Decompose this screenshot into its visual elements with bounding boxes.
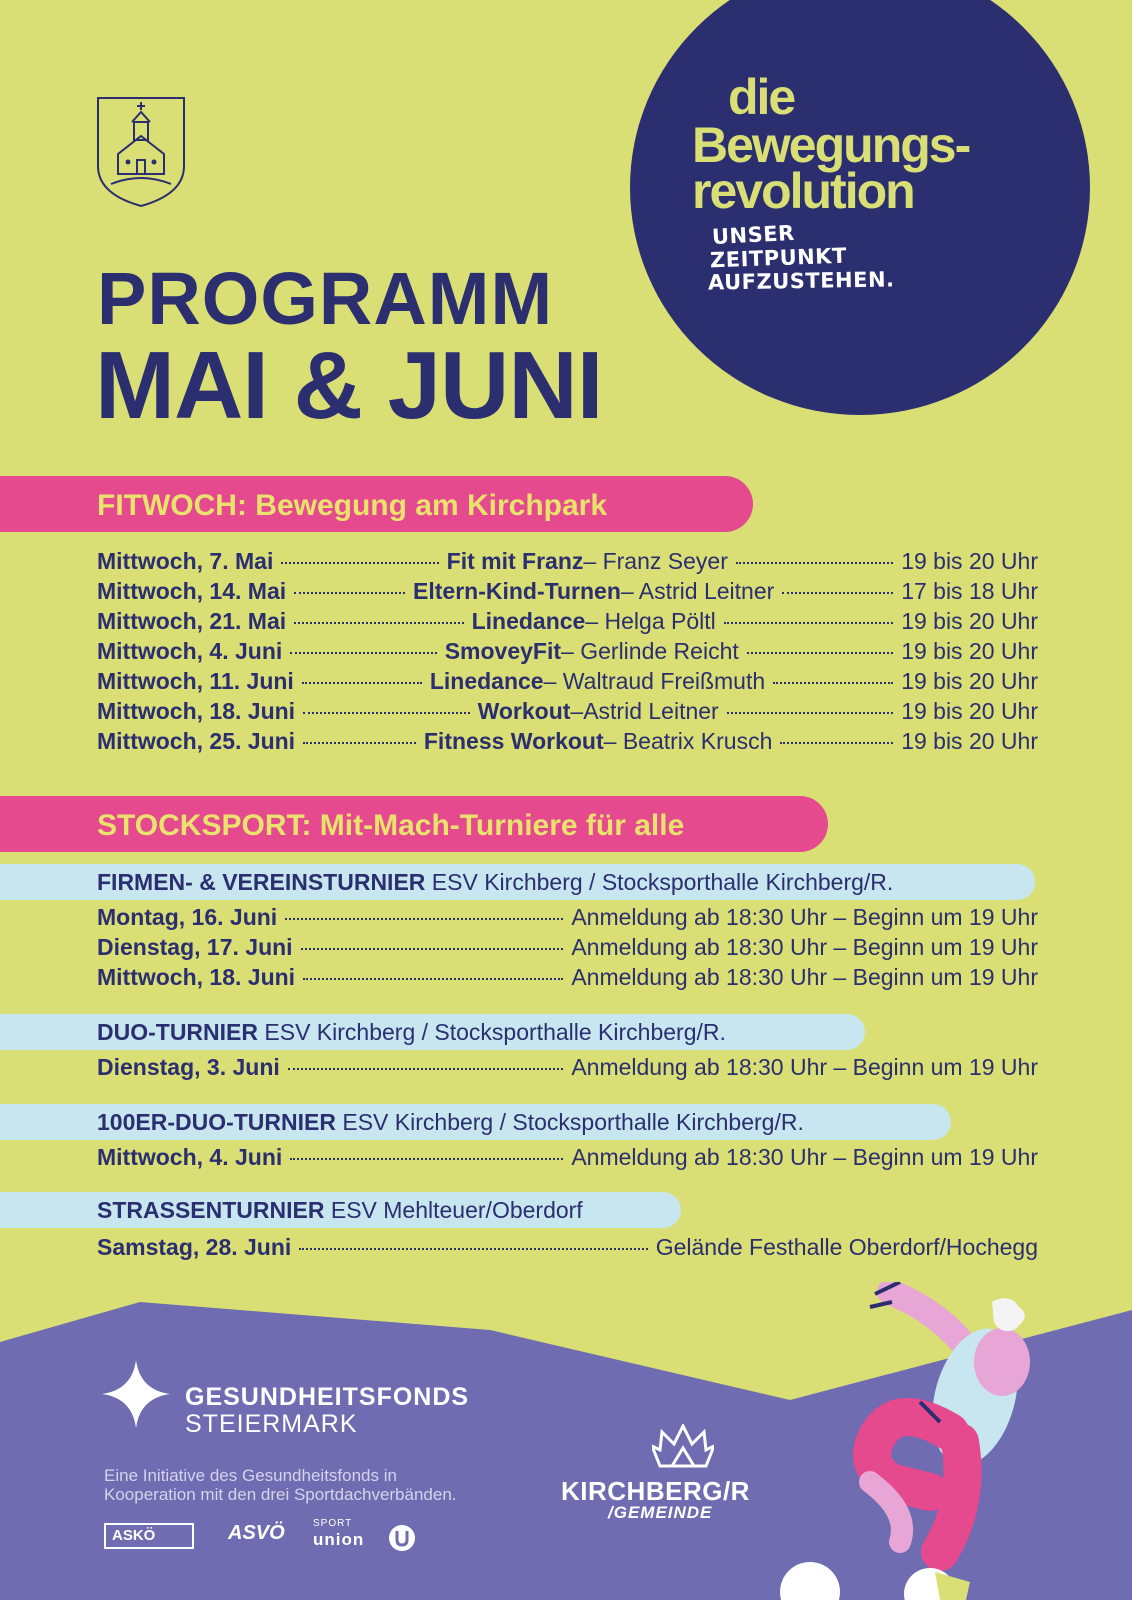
campaign-sub2: ZEITPUNKT — [709, 243, 848, 273]
row-activity: Fit mit Franz — [446, 548, 584, 574]
tournament-location: ESV Kirchberg / Stocksporthalle Kirchberg/R. — [425, 869, 894, 895]
union-u-icon — [388, 1524, 416, 1552]
dancer-illustration — [770, 1282, 1050, 1600]
row-trainer: – Helga Pöltl — [585, 608, 716, 634]
fund-name: GESUNDHEITSFONDS — [185, 1383, 470, 1411]
tournament-date-row — [97, 964, 1038, 994]
row-day: Mittwoch, 11. Juni — [97, 668, 294, 694]
row-info: Anmeldung ab 18:30 Uhr – Beginn um 19 Uhr — [571, 964, 1038, 990]
campaign-sub1: UNSER — [711, 220, 796, 250]
row-day: Montag, 16. Juni — [97, 904, 278, 930]
tournament-name: DUO-TURNIER — [97, 1019, 258, 1045]
dot-leader — [301, 948, 564, 950]
dot-leader — [303, 712, 469, 714]
row-info: Anmeldung ab 18:30 Uhr – Beginn um 19 Uhr — [571, 1054, 1038, 1080]
tournament-date-row — [97, 904, 1038, 934]
tournament-location: ESV Kirchberg / Stocksporthalle Kirchberg/R. — [335, 1109, 804, 1135]
campaign-sub3: AUFZUSTEHEN. — [707, 267, 895, 295]
dot-leader — [299, 1248, 647, 1250]
campaign-line2: Bewegungs- — [692, 117, 970, 173]
sportunion-logo: union — [313, 1530, 365, 1549]
row-activity: Workout — [477, 698, 571, 724]
municipality-name: KIRCHBERG/R — [561, 1476, 750, 1506]
row-time: 19 bis 20 Uhr — [901, 608, 1039, 634]
row-day: Dienstag, 3. Juni — [97, 1054, 280, 1080]
dot-leader — [727, 712, 893, 714]
tournament-header — [0, 864, 1035, 900]
dot-leader — [782, 592, 893, 594]
row-trainer: – Gerlinde Reicht — [561, 638, 739, 664]
tournament-location: ESV Kirchberg / Stocksporthalle Kirchberg/R. — [258, 1019, 726, 1045]
tournament-location: ESV Mehlteuer/Oberdorf — [324, 1197, 583, 1223]
row-info: Anmeldung ab 18:30 Uhr – Beginn um 19 Uhr — [571, 1144, 1038, 1170]
fitwoch-row — [97, 578, 1038, 608]
row-day: Mittwoch, 7. Mai — [97, 548, 274, 574]
row-day: Mittwoch, 21. Mai — [97, 608, 287, 634]
dot-leader — [780, 742, 893, 744]
page-title-line1: PROGRAMM — [97, 257, 554, 340]
municipal-crest-icon — [96, 96, 186, 208]
askoe-logo: ASKÖ — [104, 1523, 194, 1549]
tournament-name: 100ER-DUO-TURNIER — [97, 1109, 336, 1135]
row-activity: Eltern-Kind-Turnen — [413, 578, 621, 604]
sportunion-logo-top: SPORT — [313, 1518, 353, 1529]
asvoe-logo: ASVÖ — [228, 1522, 285, 1544]
row-trainer: – Astrid Leitner — [620, 578, 775, 604]
dot-leader — [303, 978, 563, 980]
fitwoch-row — [97, 698, 1038, 728]
page-title-line2: MAI & JUNI — [95, 332, 603, 439]
tournament-date-row — [97, 934, 1038, 964]
row-trainer: –Astrid Leitner — [570, 698, 719, 724]
initiative-line2: Kooperation mit den drei Sportdachverbänden. — [104, 1485, 457, 1504]
row-time: 19 bis 20 Uhr — [901, 698, 1039, 724]
dot-leader — [736, 562, 893, 564]
dot-leader — [290, 652, 436, 654]
tournament-header — [0, 1104, 951, 1140]
initiative-text — [104, 1466, 457, 1504]
fitwoch-row — [97, 548, 1038, 578]
dot-leader — [303, 742, 416, 744]
dot-leader — [294, 622, 463, 624]
tournament-name: FIRMEN- & VEREINSTURNIER — [97, 869, 426, 895]
row-day: Mittwoch, 18. Juni — [97, 698, 296, 724]
dot-leader — [294, 592, 405, 594]
tournament-date-row — [97, 1144, 1038, 1174]
tournament-date-row — [97, 1234, 1038, 1264]
campaign-line1: die — [728, 69, 795, 125]
row-activity: Linedance — [471, 608, 586, 634]
tournament-date-row — [97, 1054, 1038, 1084]
sparkle-star-icon — [102, 1360, 170, 1428]
dot-leader — [285, 918, 563, 920]
municipality-sub: /GEMEINDE — [608, 1503, 713, 1522]
fitwoch-heading: FITWOCH: Bewegung am Kirchpark — [0, 476, 753, 532]
fitwoch-row — [97, 638, 1038, 668]
tournament-name: STRASSENTURNIER — [97, 1197, 325, 1223]
dot-leader — [281, 562, 438, 564]
initiative-line1: Eine Initiative des Gesundheitsfonds in — [104, 1466, 397, 1485]
row-day: Mittwoch, 4. Juni — [97, 638, 283, 664]
dot-leader — [288, 1068, 564, 1070]
row-trainer: – Waltraud Freißmuth — [543, 668, 766, 694]
dot-leader — [290, 1158, 563, 1160]
row-activity: SmoveyFit — [444, 638, 562, 664]
row-trainer: – Beatrix Krusch — [603, 728, 773, 754]
dot-leader — [724, 622, 893, 624]
row-info: Anmeldung ab 18:30 Uhr – Beginn um 19 Uhr — [571, 934, 1038, 960]
row-day: Mittwoch, 18. Juni — [97, 964, 296, 990]
dot-leader — [302, 682, 422, 684]
tournament-header — [0, 1192, 681, 1228]
row-time: 19 bis 20 Uhr — [901, 728, 1038, 754]
row-activity: Linedance — [429, 668, 544, 694]
row-time: 17 bis 18 Uhr — [901, 578, 1038, 604]
row-time: 19 bis 20 Uhr — [901, 548, 1038, 574]
row-time: 19 bis 20 Uhr — [901, 668, 1038, 694]
stocksport-heading: STOCKSPORT: Mit-Mach-Turniere für alle — [0, 796, 828, 852]
row-day: Mittwoch, 14. Mai — [97, 578, 287, 604]
fitwoch-row — [97, 728, 1038, 758]
fitwoch-row — [97, 608, 1038, 638]
fund-region: STEIERMARK — [185, 1410, 358, 1438]
campaign-badge — [630, 0, 1090, 415]
row-day: Dienstag, 17. Juni — [97, 934, 293, 960]
dot-leader — [747, 652, 893, 654]
crown-icon — [652, 1424, 714, 1470]
row-trainer: – Franz Seyer — [583, 548, 728, 574]
row-info: Gelände Festhalle Oberdorf/Hochegg — [655, 1234, 1038, 1260]
row-time: 19 bis 20 Uhr — [901, 638, 1038, 664]
fitwoch-row — [97, 668, 1038, 698]
row-day: Samstag, 28. Juni — [97, 1234, 292, 1260]
dot-leader — [773, 682, 893, 684]
row-day: Mittwoch, 4. Juni — [97, 1144, 283, 1170]
tournament-header — [0, 1014, 865, 1050]
row-day: Mittwoch, 25. Juni — [97, 728, 296, 754]
row-activity: Fitness Workout — [423, 728, 604, 754]
row-info: Anmeldung ab 18:30 Uhr – Beginn um 19 Uhr — [571, 904, 1038, 930]
campaign-line3: revolution — [692, 163, 914, 219]
